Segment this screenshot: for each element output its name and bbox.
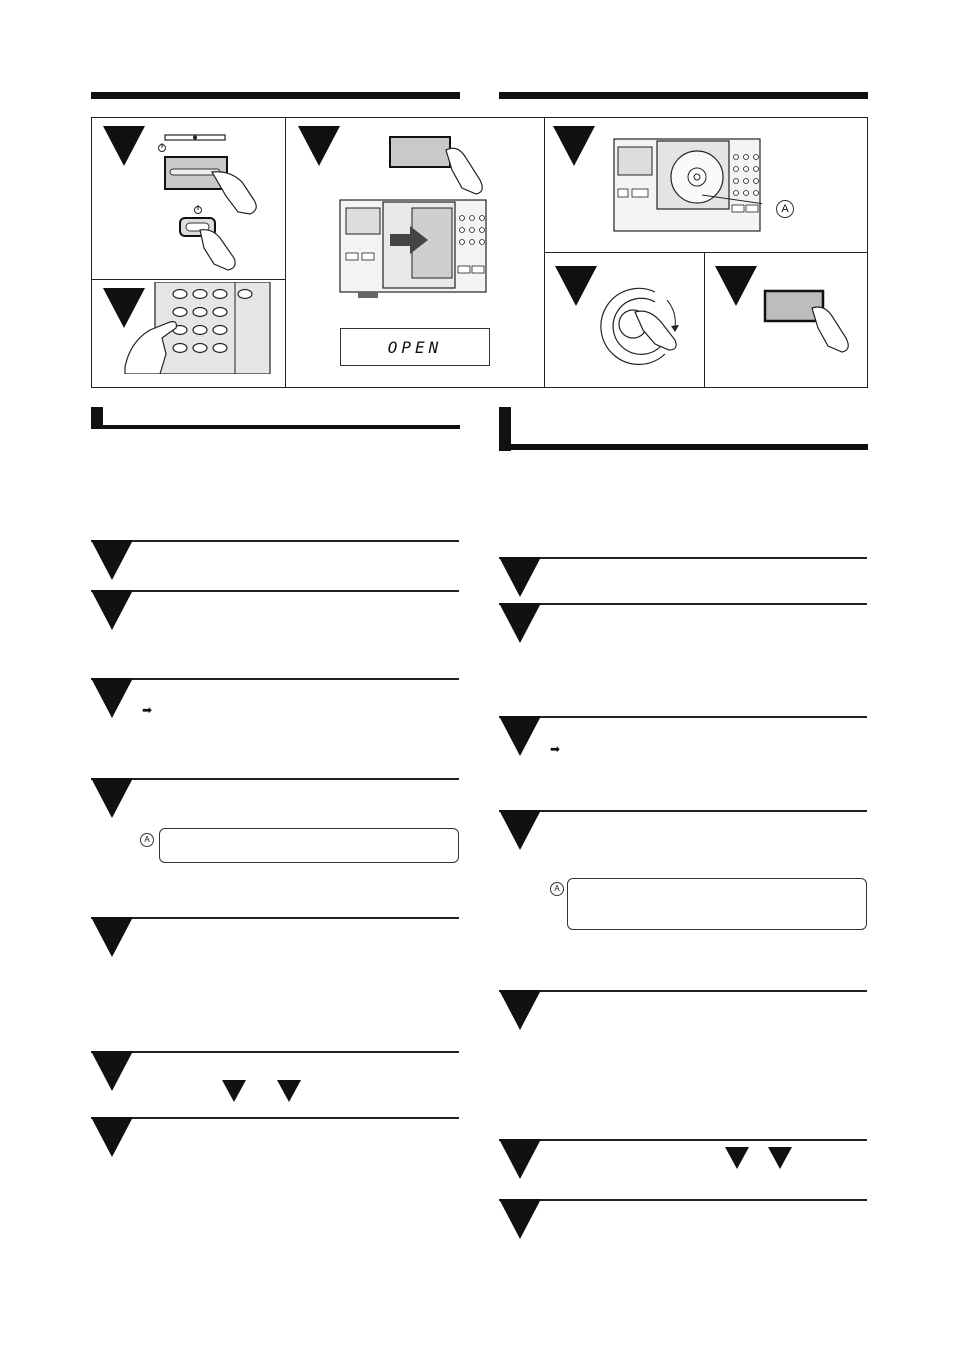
step-divider [499,716,867,718]
step-marker-icon [499,1139,541,1179]
step-divider [499,557,867,559]
frame-divider [544,252,868,253]
step-marker-icon [91,678,133,718]
note-box [567,878,867,930]
step-divider [91,778,459,780]
frame-divider [91,279,285,280]
step-divider [91,678,459,680]
step-marker-icon [91,917,133,957]
lcd-display [340,328,490,366]
step-divider [499,1199,867,1201]
step-marker-icon [553,126,595,166]
step-divider [91,917,459,919]
cd-player-disc-illustration [612,137,762,239]
step-marker-icon [298,126,340,166]
step-divider [499,810,867,812]
heading-bar-left [91,92,460,99]
down-triangle-icon [768,1147,792,1169]
step-marker-icon [91,540,133,580]
step-divider [499,1139,867,1141]
step-marker-icon [499,990,541,1030]
section-underline-left [91,425,460,429]
power-icon [195,205,202,214]
step-divider [91,590,459,592]
step-marker-icon [91,1117,133,1157]
display-text: OPEN [387,337,443,357]
arrow-icon: ➡ [142,703,153,717]
note-a-marker: A [140,833,154,847]
section-underline-right [499,444,868,450]
step-marker-icon [499,716,541,756]
arrow-icon: ➡ [550,742,561,756]
remote-keypad-illustration [120,282,280,374]
frame-divider [285,117,286,388]
step-marker-icon [91,590,133,630]
cd-player-open-illustration [338,198,488,300]
jog-dial-illustration [595,282,690,372]
step-marker-icon [499,603,541,643]
step-marker-icon [555,266,597,306]
step-divider [91,1051,459,1053]
step-marker-icon [103,126,145,166]
step-marker-icon [499,810,541,850]
open-button-illustration [388,132,488,197]
note-box [159,828,459,863]
note-a-marker: A [550,882,564,896]
button-press-illustration [762,288,857,358]
step-divider [499,990,867,992]
step-divider [499,603,867,605]
step-divider [91,1117,459,1119]
down-triangle-icon [277,1080,301,1102]
callout-a-marker: A [776,200,794,218]
step-marker-icon [715,266,757,306]
step-divider [91,540,459,542]
power-button-illustration [150,130,270,275]
down-triangle-icon [222,1080,246,1102]
power-icon [159,143,166,152]
step-marker-icon [91,778,133,818]
frame-divider [704,252,705,388]
heading-bar-right [499,92,868,99]
step-marker-icon [499,557,541,597]
down-triangle-icon [725,1147,749,1169]
step-marker-icon [91,1051,133,1091]
step-marker-icon [499,1199,541,1239]
